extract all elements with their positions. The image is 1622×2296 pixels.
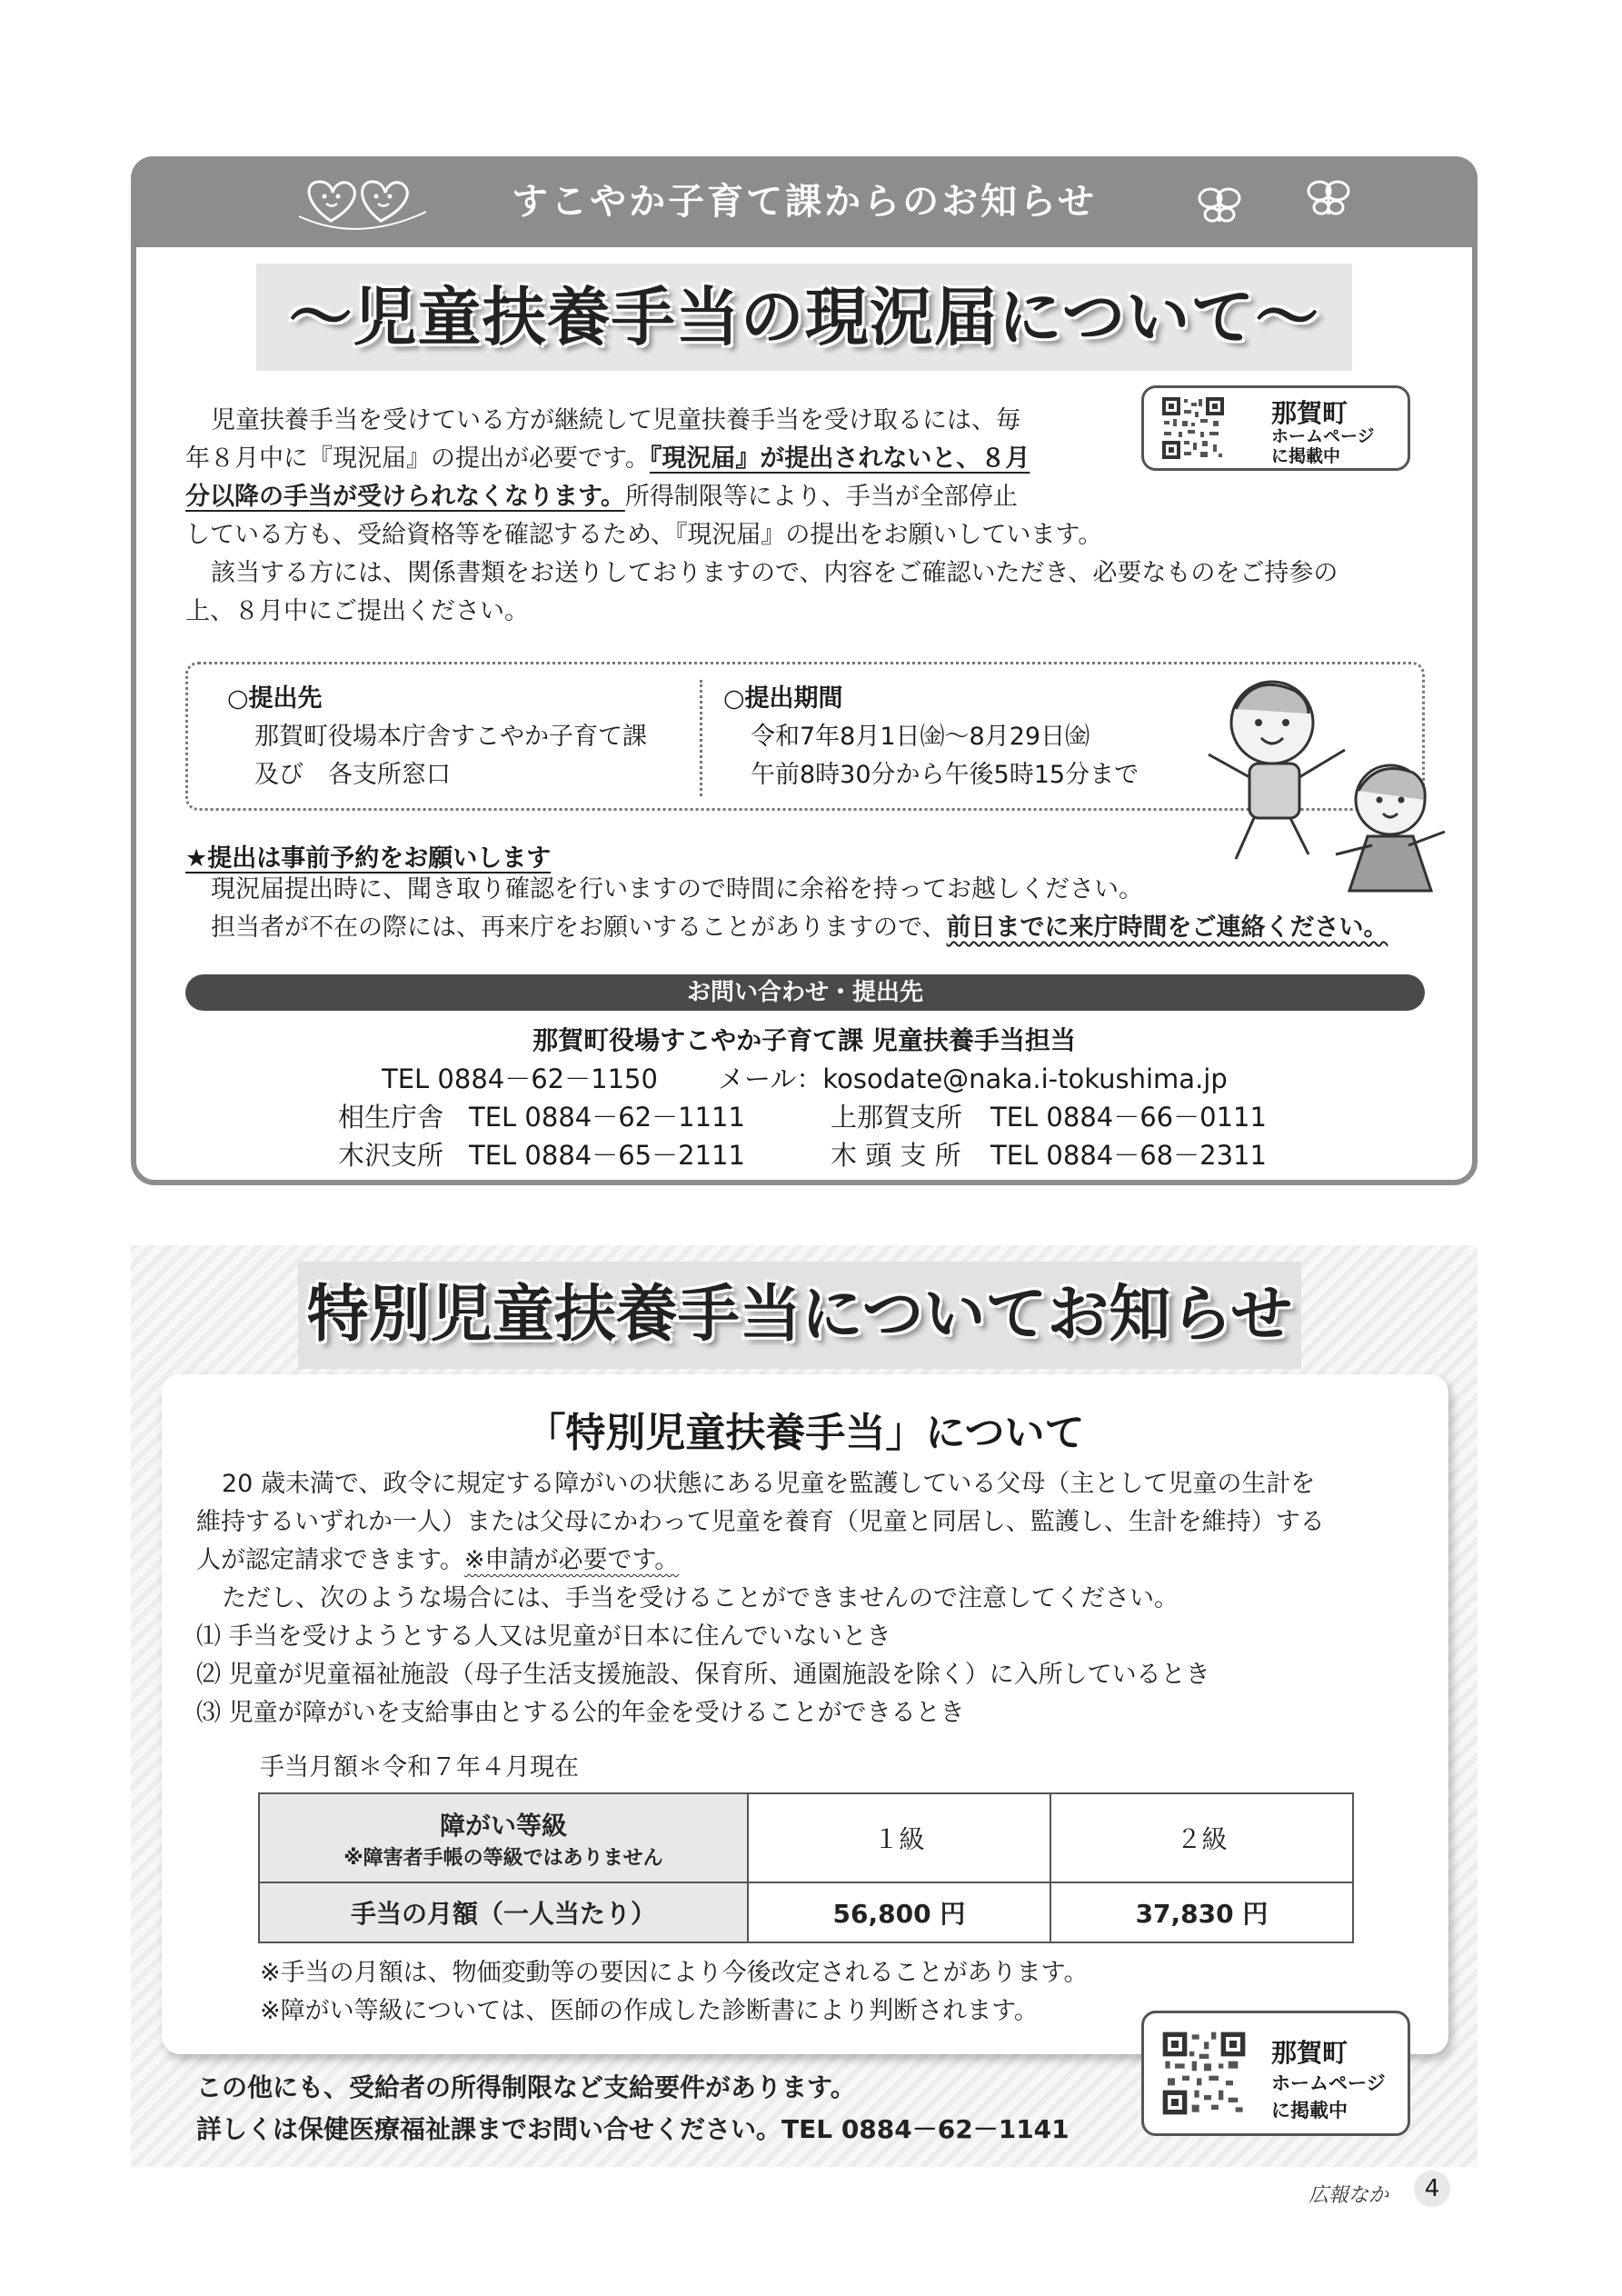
qr-caption — [1271, 426, 1375, 466]
tokubetsu-subtitle: 「特別児童扶養手当」について — [525, 1410, 1085, 1456]
table-row — [259, 1882, 1353, 1942]
submit-place-heading: ○提出先 — [227, 684, 323, 713]
submit-place — [227, 680, 647, 794]
qr-town-name: 那賀町 — [1271, 2038, 1348, 2068]
bottom-note-line: 詳しくは保健医療福祉課までお問い合せください。TEL 0884－62－1141 — [196, 2114, 1070, 2144]
warning-text: 『現況届』が提出されないと、８月 — [649, 444, 1030, 473]
table-header-cell: ２級 — [1050, 1793, 1353, 1882]
intro-text: 年８月中に『現況届』の提出が必要です。 — [185, 444, 650, 473]
table-row-label: 手当の月額（一人当たり） — [259, 1882, 748, 1942]
reservation-line: 現況届提出時に、聞き取り確認を行いますので時間に余裕を持ってお越しください。 — [211, 875, 1143, 903]
intro-line: 児童扶養手当を受けている方が継続して児童扶養手当を受け取るには、毎 — [211, 406, 1020, 434]
info-line: 該当する方には、関係書類をお送りしておりますので、内容をご確認いただき、必要なものをご持参の — [211, 559, 1338, 587]
children-illustration — [1199, 673, 1472, 900]
butterfly-icon — [1303, 171, 1354, 222]
contact-bar: お問い合わせ・提出先 — [185, 974, 1425, 1011]
qr-town-name: 那賀町 — [1271, 398, 1348, 428]
qr-homepage-box[interactable] — [1141, 2011, 1410, 2136]
case-item: ⑴ 手当を受けようとする人又は児童が日本に住んでいないとき — [196, 1622, 891, 1651]
page-title-genkyo: ～児童扶養手当の現況届について～ — [288, 280, 1320, 354]
publication-name: 広報なか — [1309, 2184, 1389, 2207]
intro-line — [185, 440, 1103, 478]
table-note: ※障がい等級については、医師の作成した診断書により判断されます。 — [260, 1997, 1039, 2025]
table-header-grade — [259, 1793, 748, 1882]
case-item: ⑵ 児童が児童福祉施設（母子生活支援施設、保育所、通園施設を除く）に入所しているとき — [196, 1661, 1210, 1689]
submit-period-line: 午前8時30分から午後5時15分まで — [751, 761, 1139, 789]
application-required-text: ※申請が必要です。 — [463, 1546, 680, 1574]
branch-tel: TEL 0884－62－1111 — [469, 1102, 745, 1133]
reservation-line — [211, 909, 1465, 947]
submit-period-heading: ○提出期間 — [723, 684, 843, 713]
tokubetsu-line — [196, 1542, 1432, 1580]
qr-caption-line: ホームページ — [1271, 2072, 1386, 2094]
qr-caption-line: ホームページ — [1271, 426, 1375, 446]
table-cell: 56,800 円 — [748, 1882, 1050, 1942]
warning-text: 分以降の手当が受けられなくなります。 — [185, 483, 625, 511]
branch-name: 上那賀支所 — [831, 1102, 963, 1133]
intro-paragraph — [185, 402, 1103, 516]
table-row — [259, 1793, 1353, 1882]
qr-caption-line: に掲載中 — [1271, 2100, 1348, 2121]
tokubetsu-line: ただし、次のような場合には、手当を受けることができませんので注意してください。 — [222, 1584, 1179, 1612]
qr-caption-line: に掲載中 — [1271, 446, 1341, 466]
section-title-tokubetsu: 特別児童扶養手当についてお知らせ — [306, 1279, 1293, 1351]
intro-line: している方も、受給資格等を確認するため、『現況届』の提出をお願いしています。 — [185, 521, 1103, 549]
branch-tel: TEL 0884－66－0111 — [990, 1102, 1267, 1133]
branch-name: 木 頭 支 所 — [831, 1140, 961, 1171]
intro-text: 所得制限等により、手当が全部停止 — [624, 483, 1018, 511]
branch-tel: TEL 0884－65－2111 — [469, 1140, 745, 1171]
qr-homepage-box[interactable] — [1141, 385, 1410, 471]
contact-email-link[interactable]: メール：kosodate@naka.i-tokushima.jp — [718, 1063, 1228, 1094]
table-cell: 37,830 円 — [1050, 1882, 1353, 1942]
reservation-heading — [185, 838, 551, 873]
notice-header-bar — [131, 156, 1478, 247]
bottom-note — [196, 2067, 1070, 2151]
divider — [700, 680, 702, 796]
branch-tel: TEL 0884－68－2311 — [990, 1140, 1267, 1171]
branch-name: 木沢支所 — [338, 1140, 444, 1171]
tokubetsu-paragraph — [196, 1465, 1432, 1732]
info-line: 上、８月中にご提出ください。 — [185, 597, 529, 625]
notice-header-title: すこやか子育て課からのお知らせ — [512, 181, 1097, 223]
reservation-text: 担当者が不在の際には、再来庁をお願いすることがありますので、 — [211, 913, 947, 942]
submit-period-line: 令和7年8月1日㈮～8月29日㈮ — [751, 723, 1090, 751]
contact-org: 那賀町役場すこやか子育て課 児童扶養手当担当 — [532, 1025, 1076, 1055]
allowance-table — [258, 1792, 1354, 1943]
page-number: 4 — [1414, 2171, 1450, 2207]
table-header-text: 障がい等級 — [439, 1810, 567, 1841]
table-header-cell: １級 — [748, 1793, 1050, 1882]
table-note: ※手当の月額は、物価変動等の要因により今後改定されることがあります。 — [260, 1959, 1089, 1987]
reservation-heading-text: ★提出は事前予約をお願いします — [185, 844, 552, 873]
submit-place-line: 及び 各支所窓口 — [254, 761, 451, 789]
submit-period — [723, 680, 1139, 794]
bottom-note-line: この他にも、受給者の所得制限など支給要件があります。 — [196, 2072, 856, 2102]
qr-caption — [1271, 2070, 1386, 2124]
submit-place-line: 那賀町役場本庁舎すこやか子育て課 — [254, 723, 647, 751]
reservation-emphasis: 前日までに来庁時間をご連絡ください。 — [946, 913, 1388, 942]
case-item: ⑶ 児童が障がいを支給事由とする公的年金を受けることができるとき — [196, 1699, 965, 1727]
qr-code-icon[interactable] — [1160, 395, 1226, 461]
table-caption: 手当月額＊令和７年４月現在 — [260, 1753, 579, 1782]
contact-tel: TEL 0884－62－1150 — [382, 1063, 658, 1094]
qr-code-icon[interactable] — [1160, 2030, 1248, 2117]
tokubetsu-line: 20 歳未満で、政令に規定する障がいの状態にある児童を監護している父母（主として児童の生計を — [222, 1470, 1316, 1498]
table-header-note: ※障害者手帳の等級ではありません — [343, 1846, 663, 1870]
branch-name: 相生庁舎 — [338, 1102, 444, 1133]
butterfly-icon — [1194, 178, 1245, 229]
tokubetsu-line: 維持するいずれか一人）または父母にかわって児童を養育（児童と同居し、監護し、生計を維持）する — [196, 1508, 1325, 1536]
tokubetsu-text: 人が認定請求できます。 — [196, 1546, 464, 1574]
intro-line — [185, 478, 1103, 516]
